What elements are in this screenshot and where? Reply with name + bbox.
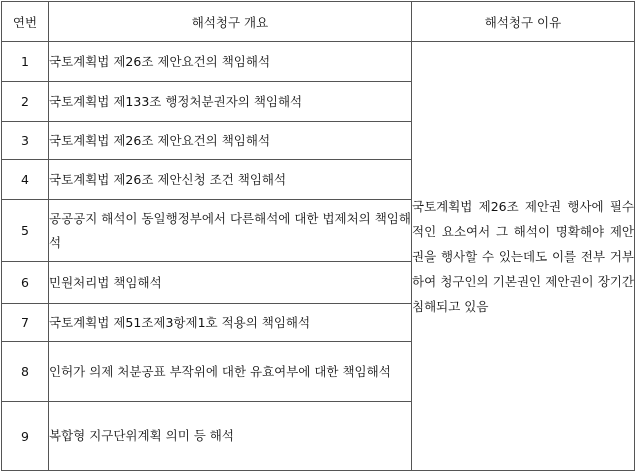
- header-number: 연번: [2, 2, 49, 42]
- row-summary: 인허가 의제 처분공표 부작위에 대한 유효여부에 대한 책임해석: [49, 342, 412, 402]
- row-summary: 국토계획법 제26조 제안요건의 책임해석: [49, 122, 412, 160]
- row-summary: 공공공지 해석이 동일행정부에서 다른해석에 대한 법제처의 책임해석: [49, 200, 412, 262]
- row-summary: 국토계획법 제26조 제안요건의 책임해석: [49, 42, 412, 82]
- request-reason: 국토계획법 제26조 제안권 행사에 필수적인 요소여서 그 해석이 명확해야 제안권을 행사할 수 있는데도 이를 전부 거부하여 청구인의 기본권인 제안권이 장기간 침해되고 있음: [412, 42, 635, 471]
- row-number: 4: [2, 160, 49, 200]
- row-number: 1: [2, 42, 49, 82]
- row-number: 8: [2, 342, 49, 402]
- row-number: 5: [2, 200, 49, 262]
- request-table: [1, 1, 635, 471]
- header-summary: 해석청구 개요: [49, 2, 412, 42]
- row-number: 3: [2, 122, 49, 160]
- row-summary: 복합형 지구단위계획 의미 등 해석: [49, 402, 412, 471]
- row-number: 7: [2, 304, 49, 342]
- row-summary: 민원처리법 책임해석: [49, 262, 412, 304]
- row-number: 9: [2, 402, 49, 471]
- header-row: [2, 2, 635, 42]
- header-reason: 해석청구 이유: [412, 2, 635, 42]
- row-number: 2: [2, 82, 49, 122]
- table-row: [2, 42, 635, 82]
- row-summary: 국토계획법 제26조 제안신청 조건 책임해석: [49, 160, 412, 200]
- row-number: 6: [2, 262, 49, 304]
- row-summary: 국토계획법 제133조 행정처분권자의 책임해석: [49, 82, 412, 122]
- row-summary: 국토계획법 제51조제3항제1호 적용의 책임해석: [49, 304, 412, 342]
